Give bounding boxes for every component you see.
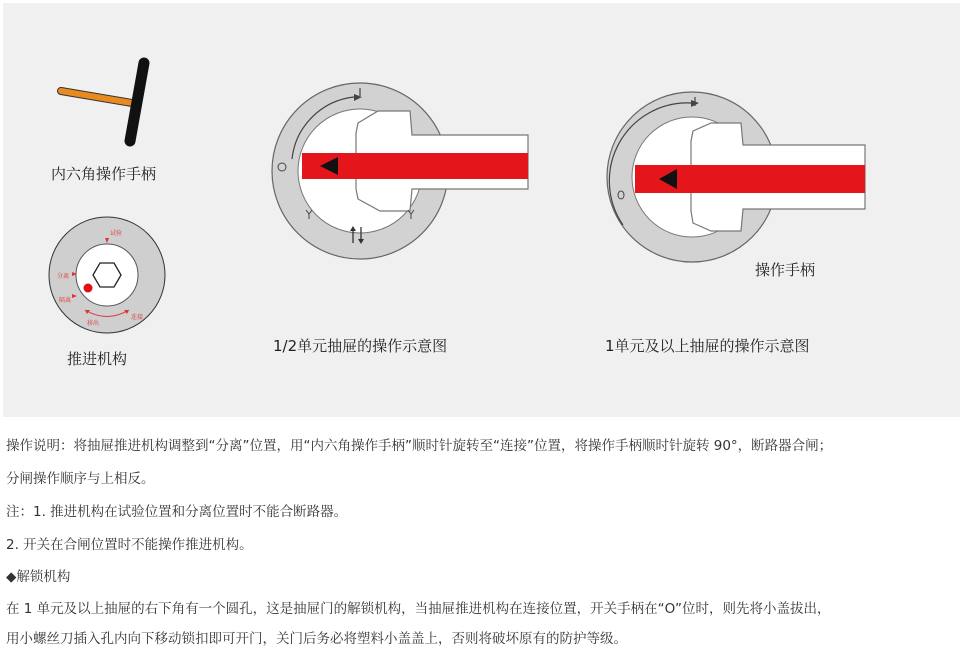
- unlock-line-1: 在 1 单元及以上抽屉的右下角有一个圆孔，这是抽屉门的解锁机构，当抽屉推进机构在连接位置，开关手柄在“O”位时，则先将小盖拔出，: [6, 601, 831, 617]
- updown-arrows-icon: [348, 225, 366, 245]
- hex-key-handle-icon: [53, 58, 163, 158]
- operating-handle-label: 操作手柄: [755, 261, 816, 279]
- note-line-1: 注：1. 推进机构在试验位置和分离位置时不能合断路器。: [6, 504, 348, 520]
- dial-mark-left2: 隔离: [59, 297, 72, 304]
- full-unit-label: 1单元及以上抽屉的操作示意图: [605, 337, 810, 355]
- unlock-heading: ◆解锁机构: [6, 569, 71, 585]
- hex-handle-label: 内六角操作手柄: [51, 165, 157, 183]
- unlock-line-2: 用小螺丝刀插入孔内向下移动锁扣即可开门，关门后务必将塑料小盖盖上，否则将破坏原有的防护等级。: [6, 631, 627, 647]
- dial-mark-bottom-right: 连接: [131, 314, 144, 321]
- full-unit-handle-diagram: [607, 85, 869, 275]
- diagram-figure: [3, 3, 960, 417]
- dial-mark-bottom-left: 移出: [87, 320, 100, 327]
- half-unit-handle-diagram: [270, 75, 532, 271]
- instruction-line-2: 分闸操作顺序与上相反。: [6, 471, 155, 487]
- note-line-2: 2. 开关在合闸位置时不能操作推进机构。: [6, 537, 253, 553]
- dial-mark-left: 分离: [57, 273, 70, 280]
- push-mechanism-label: 推进机构: [67, 350, 128, 368]
- half-unit-label: 1/2单元抽屉的操作示意图: [273, 337, 448, 355]
- instruction-line-1: 操作说明：将抽屉推进机构调整到“分离”位置，用“内六角操作手柄”顺时针旋转至“连接”位置，将操作手柄顺时针旋转 90°，断路器合闸；: [6, 438, 833, 454]
- dial-mark-top: 试验: [110, 230, 123, 237]
- push-mechanism-dial-marks: [47, 215, 167, 335]
